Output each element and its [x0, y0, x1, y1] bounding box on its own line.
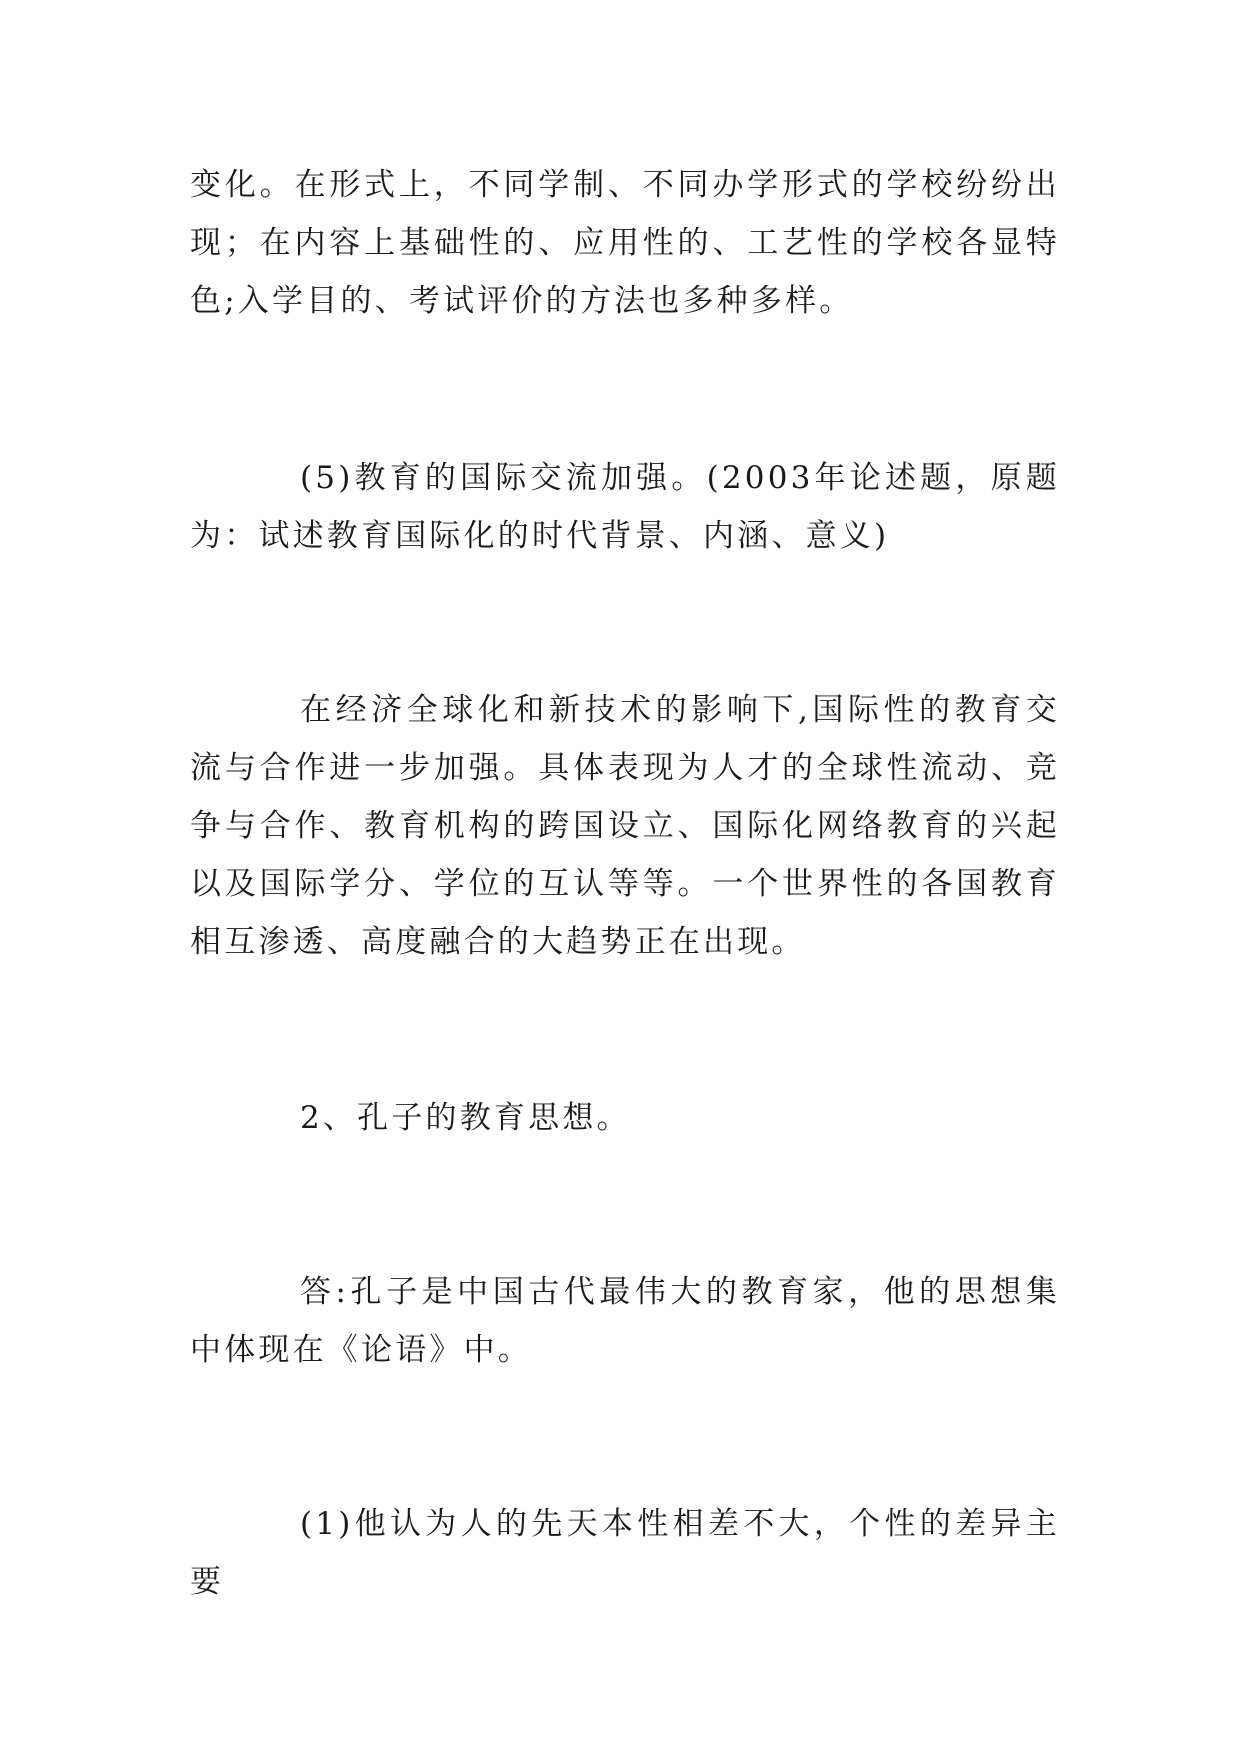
paragraph-international-exchange-heading: (5)教育的国际交流加强。(2003年论述题，原题为：试述教育国际化的时代背景、内涵、意义)	[190, 460, 1060, 554]
paragraph-international-exchange-body: 在经济全球化和新技术的影响下,国际性的教育交流与合作进一步加强。具体表现为人才的全球性流动、竞争与合作、教育机构的跨国设立、国际化网络教育的兴起以及国际学分、学位的互认等等。一个世界性的各国教育相互渗透、高度融合的大趋势正在出现。	[190, 692, 1060, 960]
paragraph-confucius-answer: 答:孔子是中国古代最伟大的教育家，他的思想集中体现在《论语》中。	[190, 1274, 1060, 1368]
paragraph-school-diversity: 变化。在形式上，不同学制、不同办学形式的学校纷纷出现；在内容上基础性的、应用性的、工艺性的学校各显特色;入学目的、考试评价的方法也多种多样。	[190, 167, 1060, 319]
section-heading-confucius: 2、孔子的教育思想。	[300, 1100, 631, 1136]
paragraph-confucius-point-1: (1)他认为人的先天本性相差不大，个性的差异主要	[190, 1506, 1060, 1600]
